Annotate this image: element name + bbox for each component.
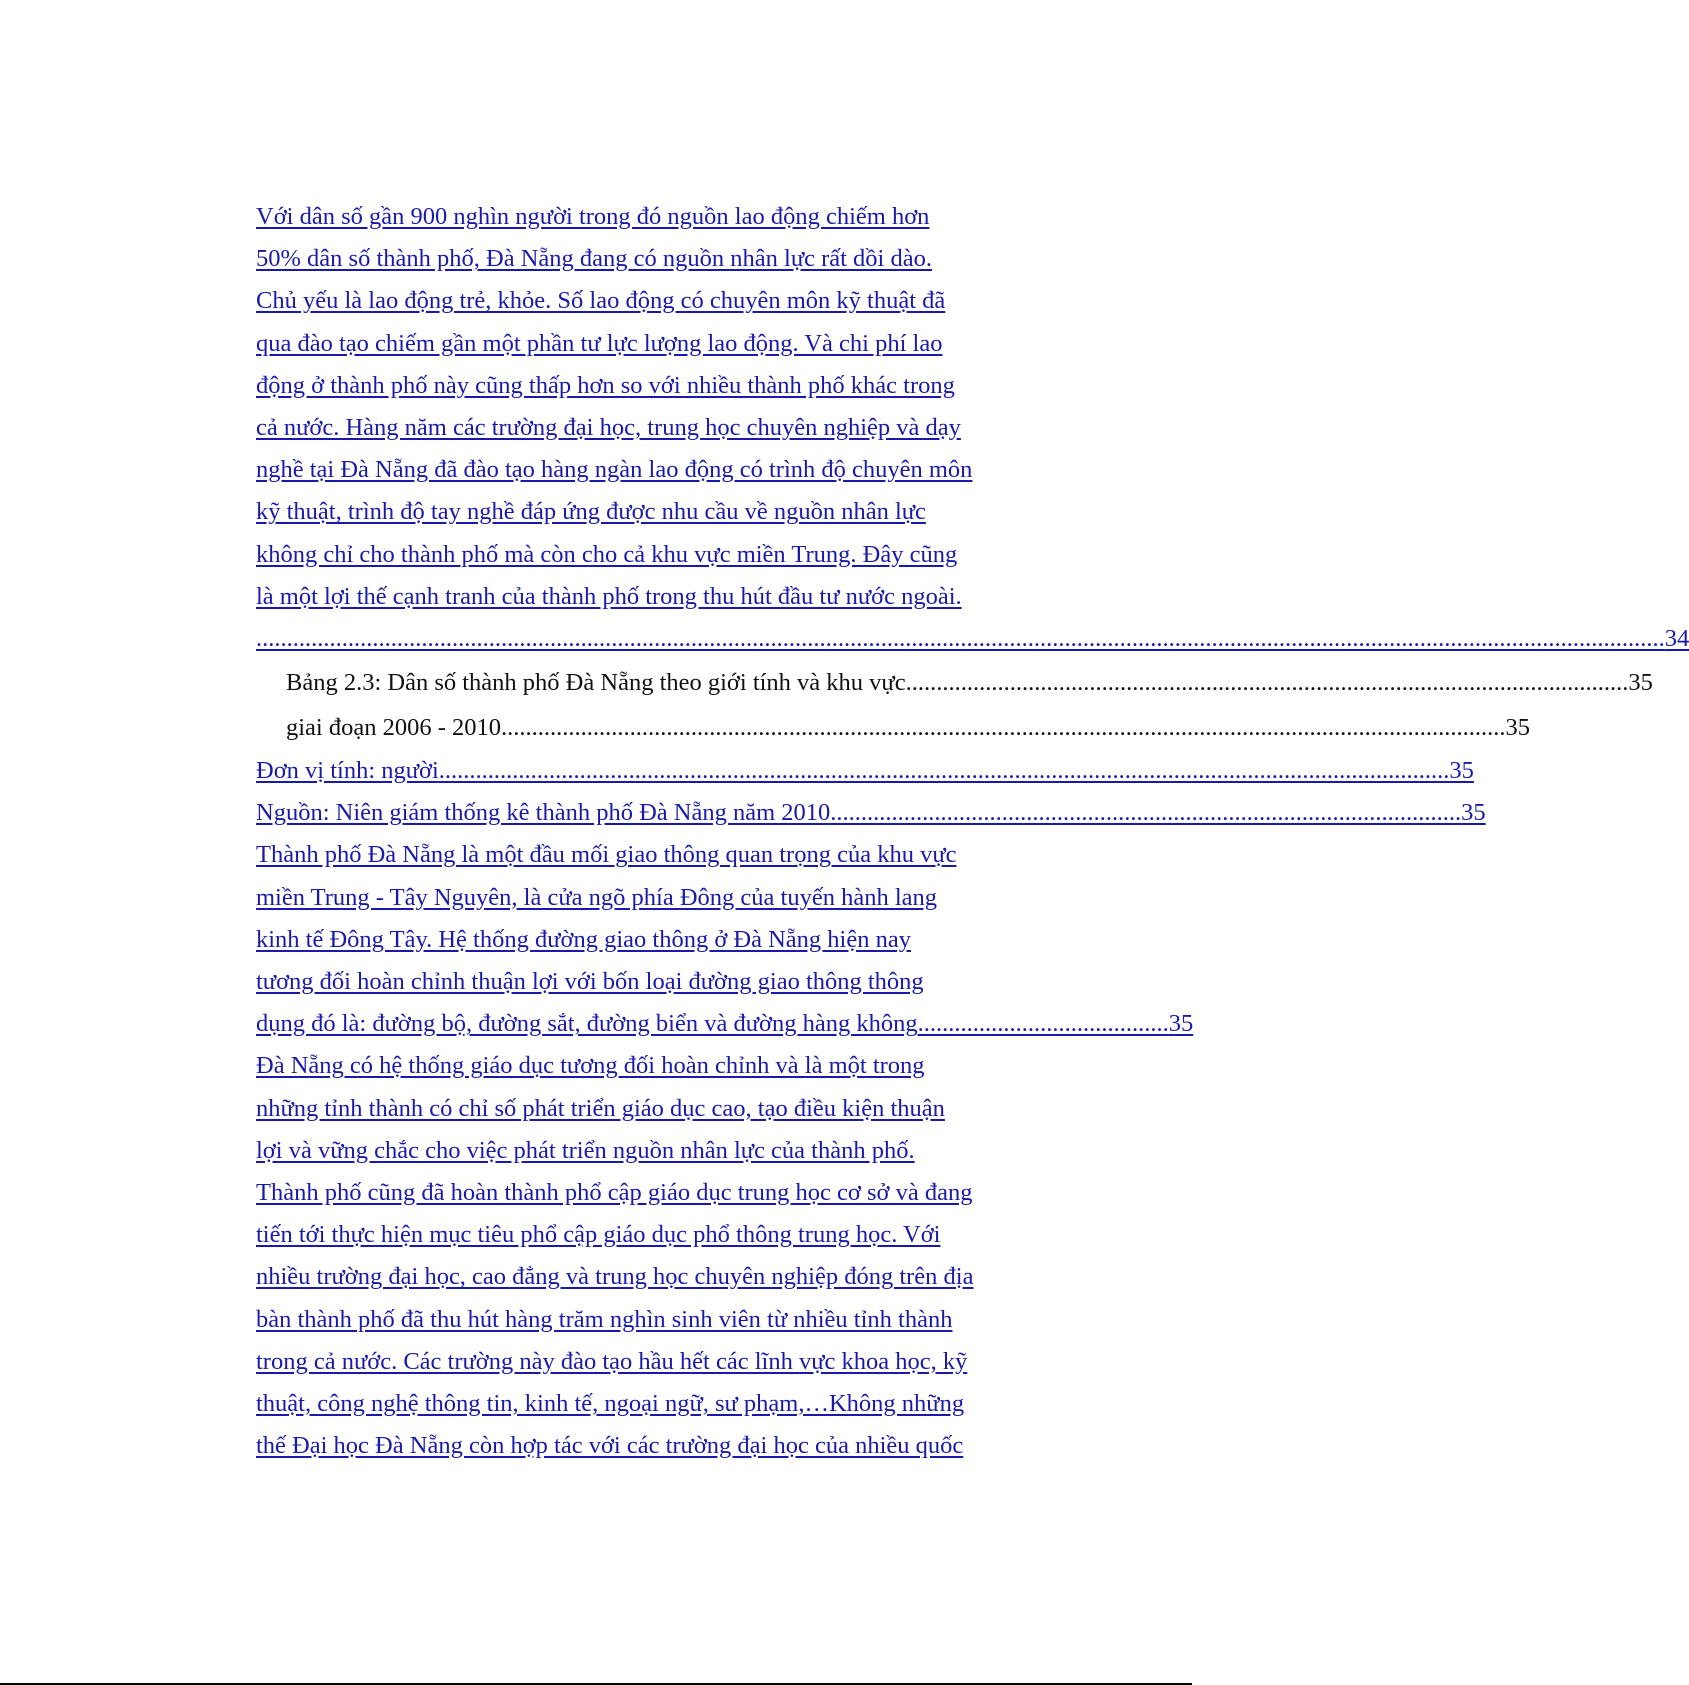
toc-entry-transport[interactable]: [256, 834, 1091, 1003]
toc-text-line[interactable]: động ở thành phố này cũng thấp hơn so với nhiều thành phố khác trong: [256, 371, 955, 399]
toc-entry-unit[interactable]: Đơn vị tính: người..................................................................................................................................................................... 35: [256, 750, 1091, 792]
page-number: 35: [1168, 1010, 1194, 1038]
toc-text-line[interactable]: miền Trung - Tây Nguyên, là cửa ngõ phía Đông của tuyến hành lang: [256, 883, 937, 911]
toc-text-line[interactable]: những tỉnh thành có chỉ số phát triển giáo dục cao, tạo điều kiện thuận: [256, 1094, 945, 1122]
toc-text-line[interactable]: Với dân số gần 900 nghìn người trong đó nguồn lao động chiếm hơn: [256, 203, 930, 230]
toc-text-line[interactable]: thuật, công nghệ thông tin, kinh tế, ngoại ngữ, sư phạm,…Không những: [256, 1389, 965, 1417]
toc-text-line[interactable]: 50% dân số thành phố, Đà Nẵng đang có nguồn nhân lực rất dồi dào.: [256, 245, 932, 273]
page-number: 34: [1664, 624, 1689, 652]
toc-text-line[interactable]: tiến tới thực hiện mục tiêu phổ cập giáo dục phổ thông trung học. Với: [256, 1221, 941, 1249]
page-number: 35: [1461, 799, 1486, 827]
table-caption: Bảng 2.3: Dân số thành phố Đà Nẵng theo giới tính và khu vực: [286, 669, 906, 697]
dot-leader: ......................................................................................................................................................................................................................................: [256, 624, 1665, 652]
page-number: 35: [1628, 669, 1653, 697]
toc-text-line[interactable]: không chỉ cho thành phố mà còn cho cả khu vực miền Trung. Đây cũng: [256, 540, 958, 568]
toc-entry-labor-force[interactable]: [256, 196, 1091, 618]
toc-text-line[interactable]: Chủ yếu là lao động trẻ, khỏe. Số lao động có chuyên môn kỹ thuật đã: [256, 287, 946, 315]
toc-entry-transport-last-line[interactable]: dụng đó là: đường bộ, đường sắt, đường biển và đường hàng không......................................... 35: [256, 1003, 1091, 1045]
toc-text-line[interactable]: nhiều trường đại học, cao đẳng và trung học chuyên nghiệp đóng trên địa: [256, 1263, 974, 1291]
toc-text-line[interactable]: Đà Nẵng có hệ thống giáo dục tương đối hoàn chỉnh và là một trong: [256, 1052, 925, 1080]
page-number: 35: [1505, 714, 1531, 742]
toc-text-line[interactable]: thế Đại học Đà Nẵng còn hợp tác với các trường đại học của nhiều quốc: [256, 1432, 964, 1460]
unit-label: Đơn vị tính: người: [256, 757, 439, 785]
toc-text-line[interactable]: trong cả nước. Các trường này đào tạo hầu hết các lĩnh vực khoa học, kỹ: [256, 1347, 968, 1375]
toc-text-line[interactable]: là một lợi thế cạnh tranh của thành phố trong thu hút đầu tư nước ngoài.: [256, 582, 962, 610]
toc-entry-table-2-3-period: giai đoạn 2006 - 2010.................................................................................................................................................................... 35: [256, 705, 1091, 750]
toc-text-line[interactable]: cả nước. Hàng năm các trường đại học, trung học chuyên nghiệp và dạy: [256, 413, 961, 441]
toc-entry-labor-force-page-line[interactable]: [256, 618, 1689, 660]
toc-text-line[interactable]: Thành phố Đà Nẵng là một đầu mối giao thông quan trọng của khu vực: [256, 841, 957, 869]
table-of-contents: [256, 196, 1689, 1467]
table-caption-period: giai đoạn 2006 - 2010: [286, 714, 502, 742]
toc-text-line[interactable]: qua đào tạo chiếm gần một phần tư lực lượng lao động. Và chi phí lao: [256, 329, 943, 357]
toc-entry-education[interactable]: [256, 1045, 1091, 1467]
toc-text-line[interactable]: Thành phố cũng đã hoàn thành phổ cập giáo dục trung học cơ sở và đang: [256, 1178, 973, 1206]
source-label: Nguồn: Niên giám thống kê thành phố Đà Nẵng năm 2010: [256, 799, 831, 827]
toc-text-line[interactable]: nghề tại Đà Nẵng đã đào tạo hàng ngàn lao động có trình độ chuyên môn: [256, 456, 973, 484]
toc-text-line[interactable]: bàn thành phố đã thu hút hàng trăm nghìn sinh viên từ nhiều tỉnh thành: [256, 1305, 953, 1333]
transport-last-text: dụng đó là: đường bộ, đường sắt, đường biển và đường hàng không: [256, 1010, 918, 1038]
toc-text-line[interactable]: tương đối hoàn chỉnh thuận lợi với bốn loại đường giao thông thông: [256, 968, 924, 995]
toc-entry-table-2-3-title: Bảng 2.3: Dân số thành phố Đà Nẵng theo giới tính và khu vực...................................................................................................................... 35: [256, 660, 1091, 705]
toc-text-line[interactable]: kỹ thuật, trình độ tay nghề đáp ứng được nhu cầu về nguồn nhân lực: [256, 498, 926, 526]
page-number: 35: [1449, 757, 1474, 785]
toc-text-line[interactable]: lợi và vững chắc cho việc phát triển nguồn nhân lực của thành phố.: [256, 1136, 915, 1164]
toc-text-line[interactable]: kinh tế Đông Tây. Hệ thống đường giao thông ở Đà Nẵng hiện nay: [256, 925, 911, 953]
toc-entry-source[interactable]: Nguồn: Niên giám thống kê thành phố Đà Nẵng năm 2010....................................................................................................... 35: [256, 792, 1091, 834]
